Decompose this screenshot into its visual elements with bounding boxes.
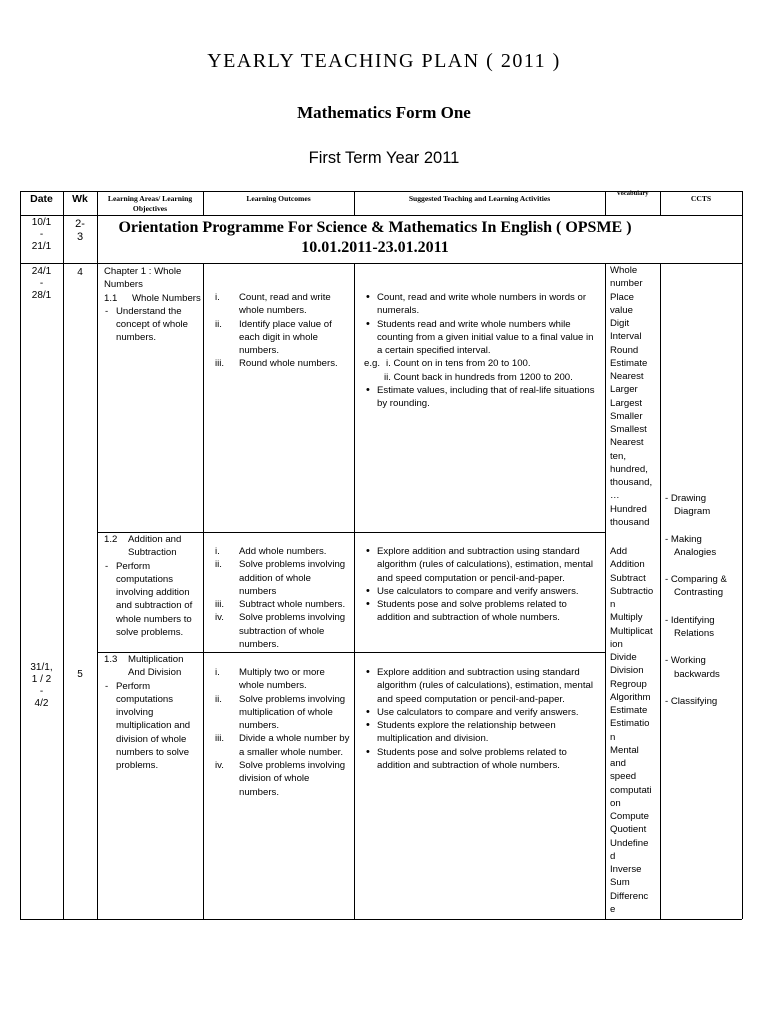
ccts-line — [665, 492, 741, 505]
ccts-line: Analogies — [674, 546, 717, 558]
week5-date: 31/1, 1 / 2 - 4/2 — [30, 662, 53, 709]
vocabulary-word: Nearest — [610, 371, 644, 382]
orientation-programme — [97, 218, 653, 258]
vocabulary-1-2-1-3 — [610, 545, 660, 916]
outcomes-1-2 — [215, 545, 350, 651]
outcome-item: iii. Round whole numbers. — [215, 358, 338, 370]
vocabulary-word: … — [610, 490, 620, 502]
objective-1-1: - Understand the concept of whole numbers. — [104, 305, 201, 345]
chapter-title: Chapter 1 : Whole Numbers — [104, 266, 182, 291]
ccts-text: Classifying — [670, 695, 718, 707]
outcome-item: i. Add whole numbers. — [215, 546, 327, 557]
vocabulary-word: Divide — [610, 652, 637, 663]
learning-area-addition — [104, 533, 201, 639]
vocabulary-word: n — [610, 731, 616, 743]
vocabulary-word: Division — [610, 665, 644, 677]
col-header-date: Date — [30, 193, 53, 205]
vocabulary-word: ten, — [610, 450, 627, 462]
ccts-line: backwards — [674, 668, 720, 680]
vocabulary-word: Smaller — [610, 410, 643, 422]
vocabulary-word: Multiplicat — [610, 625, 653, 637]
ccts-line — [665, 654, 741, 667]
activity-item: • Students explore the relationship between multiplication and division. — [364, 719, 601, 746]
outcome-item: iv. Solve problems involving division of whole numbers. — [215, 760, 346, 798]
col-header-week: Wk — [72, 193, 88, 205]
activities-1-2 — [364, 545, 601, 625]
document-title: YEARLY TEACHING PLAN ( 2011 ) — [207, 50, 561, 72]
activity-item: • Explore addition and subtraction using standard algorithm (rules of calculations), estimation, mental and speed computation or pencil-and-paper. — [364, 545, 601, 585]
topic-1-1: 1.1 Whole Numbers — [104, 292, 201, 304]
example-1: e.g. i. Count on in tens from 20 to 100. — [364, 358, 531, 370]
outcome-item: iii. Divide a whole number by a smaller whole number. — [215, 733, 350, 758]
vocabulary-word: Sum — [610, 877, 630, 889]
activity-item: • Students read and write whole numbers while counting from a given initial value to a final value in a certain specified interval. — [364, 318, 601, 358]
vocabulary-word: Subtractio — [610, 585, 654, 597]
orientation-title: Orientation Programme For Science & Mathematics In English ( OPSME ) — [118, 219, 632, 236]
example-2: ii. Count back in hundreds from 1200 to 200. — [384, 371, 573, 383]
vocabulary-word: Place — [610, 291, 634, 303]
vocabulary-1-1 — [610, 264, 660, 529]
vocabulary-word: d — [610, 850, 616, 862]
outcomes-1-3 — [215, 666, 350, 799]
vocabulary-word: Estimate — [610, 357, 648, 369]
ccts-text: Comparing & — [670, 574, 727, 586]
ccts-item — [665, 614, 741, 641]
ccts-item — [665, 695, 741, 708]
vocabulary-word: hundred, — [610, 463, 648, 475]
outcome-item: ii. Solve problems involving addition of whole numbers — [215, 559, 346, 597]
ccts-bullet: - — [665, 533, 669, 545]
outcome-item: iv. Solve problems involving subtraction of whole numbers. — [215, 612, 346, 651]
vocabulary-word: thousand, — [610, 477, 653, 488]
outcome-item: i. Multiply two or more whole numbers. — [215, 667, 325, 692]
orientation-dates: 10.01.2011-23.01.2011 — [301, 239, 449, 256]
ccts-item — [665, 492, 741, 519]
vocabulary-word: Larger — [610, 384, 638, 396]
activities-1-1 — [364, 291, 601, 411]
vocabulary-word: Mental — [610, 744, 639, 756]
vocabulary-word: Algorithm — [610, 691, 651, 703]
activity-item: • Students pose and solve problems related to addition and subtraction of whole numbers. — [364, 598, 601, 625]
ccts-item — [665, 533, 741, 560]
outcomes-1-1 — [215, 291, 350, 371]
vocabulary-word: on — [610, 797, 621, 809]
col-header-learning-areas: Learning Areas/ Learning Objectives — [107, 194, 193, 213]
ccts-line: Contrasting — [674, 587, 724, 599]
ccts-line — [665, 533, 741, 546]
ccts-line: Relations — [674, 628, 714, 640]
ccts-item — [665, 654, 741, 681]
vocabulary-word: and — [610, 758, 627, 769]
outcome-item: i. Count, read and write whole numbers. — [215, 292, 331, 317]
vocabulary-word: Digit — [610, 318, 630, 329]
vocabulary-word: Smallest — [610, 424, 647, 435]
activity-item: • Explore addition and subtraction using standard algorithm (rules of calculations), estimation, mental and speed computation or pencil-and-paper. — [364, 666, 601, 706]
outcome-item: ii. Solve problems involving multiplication of whole numbers. — [215, 693, 346, 732]
vocabulary-word: Interval — [610, 331, 642, 343]
vocabulary-word: Multiply — [610, 612, 643, 624]
vocabulary-word: Estimate — [610, 705, 648, 716]
ccts-text: Working — [670, 655, 706, 667]
activity-item: • Use calculators to compare and verify answers. — [364, 585, 601, 598]
document-subtitle: Mathematics Form One — [297, 103, 471, 122]
orientation-week: 2- 3 — [75, 218, 85, 243]
orientation-date: 10/1 - 21/1 — [31, 217, 52, 252]
vocabulary-word: Estimatio — [610, 718, 650, 730]
vocabulary-word: Subtract — [610, 572, 646, 584]
week4-number: 4 — [77, 267, 83, 278]
ccts-text: Making — [670, 533, 702, 545]
vocabulary-word: Nearest — [610, 437, 644, 449]
learning-area-whole-numbers — [104, 265, 201, 345]
vocabulary-word: Round — [610, 344, 639, 356]
vocabulary-word: Largest — [610, 397, 642, 409]
ccts-bullet: - — [665, 655, 669, 667]
vocabulary-word: computati — [610, 784, 652, 796]
activity-item: • Estimate values, including that of real-life situations by rounding. — [364, 384, 601, 411]
vocabulary-word: n — [610, 599, 616, 610]
activity-item: • Count, read and write whole numbers in words or numerals. — [364, 291, 601, 318]
term-heading: First Term Year 2011 — [308, 149, 460, 167]
activity-item: • Students pose and solve problems related to addition and subtraction of whole numbers. — [364, 746, 601, 773]
ccts-line — [665, 695, 741, 708]
ccts-text: Drawing — [670, 493, 707, 504]
ccts-item — [665, 573, 741, 600]
col-header-vocabulary: Vocabulary — [616, 190, 649, 197]
col-header-activities: Suggested Teaching and Learning Activities — [408, 194, 551, 203]
objective-1-2: - Perform computations involving addition and subtraction of whole numbers to solve problems. — [104, 560, 201, 640]
col-header-ccts: CCTS — [690, 194, 712, 203]
ccts-line: Diagram — [674, 506, 711, 518]
vocabulary-word: Addition — [610, 559, 645, 571]
col-header-learning-outcomes: Learning Outcomes — [246, 194, 311, 203]
vocabulary-word: number — [610, 278, 643, 290]
week5-number: 5 — [77, 669, 83, 680]
vocabulary-word: Inverse — [610, 864, 642, 875]
vocabulary-word: e — [610, 903, 616, 915]
ccts-line — [665, 573, 741, 586]
vocabulary-word: Differenc — [610, 890, 649, 902]
vocabulary-word: thousand — [610, 516, 650, 528]
ccts-bullet: - — [665, 493, 669, 504]
vocabulary-word: Whole — [610, 265, 638, 276]
ccts-list — [665, 492, 741, 722]
vocabulary-word: Regroup — [610, 678, 647, 690]
ccts-bullet: - — [665, 614, 669, 626]
week4-date: 24/1 - 28/1 — [31, 266, 52, 301]
ccts-bullet: - — [665, 695, 669, 707]
vocabulary-word: Compute — [610, 811, 649, 822]
activities-1-3 — [364, 666, 601, 772]
outcome-item: iii. Subtract whole numbers. — [215, 599, 346, 611]
learning-area-multiplication — [104, 653, 201, 773]
topic-1-2: 1.2 Addition and Subtraction — [104, 534, 182, 559]
vocabulary-word: value — [610, 304, 633, 316]
topic-1-3: 1.3 Multiplication And Division — [104, 654, 184, 679]
outcome-item: ii. Identify place value of each digit in whole numbers. — [215, 318, 332, 357]
vocabulary-word: Hundred — [610, 503, 647, 515]
vocabulary-word: ion — [610, 638, 623, 650]
ccts-bullet: - — [665, 574, 669, 586]
objective-1-3: - Perform computations involving multiplication and division of whole numbers to solve problems. — [104, 680, 201, 773]
vocabulary-word: Quotient — [610, 824, 647, 836]
vocabulary-word: speed — [610, 771, 637, 783]
vocabulary-word: Undefine — [610, 837, 649, 849]
activity-item: • Use calculators to compare and verify answers. — [364, 706, 601, 719]
ccts-text: Identifying — [670, 614, 715, 626]
vocabulary-word: Add — [610, 546, 628, 557]
ccts-line — [665, 614, 741, 627]
